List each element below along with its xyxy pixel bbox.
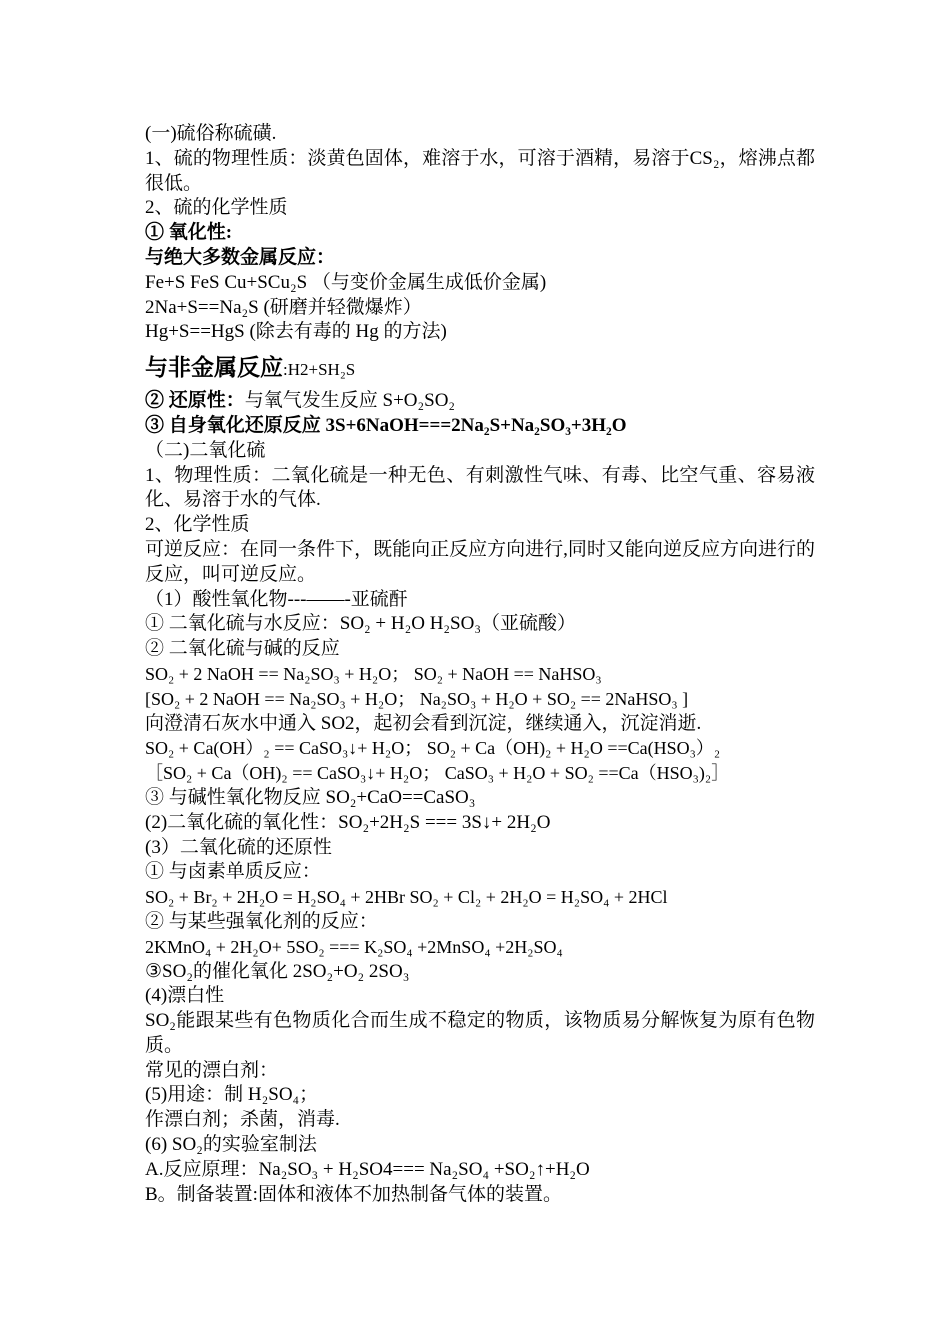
oxidizing-heading: ① 氧化性: (145, 222, 233, 244)
so2-water-reaction: ① 二氧化硫与水反应：SO₂ + H₂O H₂SO₃（亚硫酸） (145, 613, 576, 635)
fe-cu-reaction: Fe+S FeS Cu+SCu₂S （与变价金属生成低价金属) (145, 271, 547, 293)
so2-reducing-heading: (3）二氧化硫的还原性 (145, 836, 332, 858)
nonmetal-label: 与非金属反应 (145, 355, 283, 381)
reversible-reaction-definition: 可逆反应：在同一条件下，既能向正反应方向进行,同时又能向逆反应方向进行的反应，叫可逆反应。 (145, 538, 815, 585)
uses-line-2: 作漂白剂；杀菌，消毒. (145, 1109, 340, 1131)
na-reaction: 2Na+S==Na₂S (研磨并轻微爆炸） (145, 296, 422, 318)
lab-prep-heading: (6) SO₂的实验室制法 (145, 1134, 317, 1156)
lab-prep-principle: A.反应原理：Na₂SO₃ + H₂SO4=== Na₂SO₄ +SO₂↑+H₂O (145, 1158, 590, 1180)
acidic-oxide-heading: （1）酸性氧化物---——-亚硫酐 (145, 588, 408, 610)
self-redox-line: ③ 自身氧化还原反应 3S+6NaOH===2Na₂S+Na₂SO₃+3H₂O (145, 414, 627, 436)
basic-oxide-reaction: ③ 与碱性氧化物反应 SO₂+CaO==CaSO₃ (145, 786, 476, 808)
so2-base-heading: ② 二氧化硫与碱的反应 (145, 638, 340, 660)
sulfur-physical-properties: 1、硫的物理性质：淡黄色固体，难溶于水，可溶于酒精，易溶于CS₂，熔沸点都很低。 (145, 147, 815, 194)
uses-line: (5)用途：制 H₂SO₄； (145, 1084, 319, 1106)
bleaching-heading: (4)漂白性 (145, 985, 225, 1007)
nonmetal-reaction (145, 353, 815, 385)
hg-reaction: Hg+S==HgS (除去有毒的 Hg 的方法) (145, 321, 447, 343)
catalytic-oxidation: ③SO₂的催化氧化 2SO₂+O₂ 2SO₃ (145, 960, 410, 982)
so2-caoh-reaction: SO₂ + Ca(OH）₂ == CaSO₃↓+ H₂O； SO₂ + Ca（OH)₂ + H₂O ==Ca(HSO₃）₂ (145, 738, 721, 759)
heading-so2: （二)二氧化硫 (145, 439, 266, 461)
sulfur-chemical-heading: 2、硫的化学性质 (145, 197, 288, 219)
reducing-label: ② 还原性： (145, 390, 245, 412)
so2-caoh-bracket: ［SO₂ + Ca（OH)₂ == CaSO₃↓+ H₂O； CaSO₃ + H₂O + SO₂ ==Ca（HSO₃)₂］ (145, 763, 730, 784)
so2-physical-properties: 1、物理性质：二氧化硫是一种无色、有刺激性气味、有毒、比空气重、容易液化、易溶于水的气体. (145, 464, 815, 511)
lab-prep-apparatus: B。制备装置:固体和液体不加热制备气体的装置。 (145, 1183, 562, 1205)
kmno4-reaction: 2KMnO₄ + 2H₂O+ 5SO₂ === K₂SO₄ +2MnSO₄ +2H₂SO₄ (145, 936, 563, 957)
so2-naoh-reaction: SO₂ + 2 NaOH == Na₂SO₃ + H₂O； SO₂ + NaOH == NaHSO₃ (145, 663, 602, 684)
bleaching-text: SO₂能跟某些有色物质化合而生成不稳定的物质，该物质易分解恢复为原有色物质。 (145, 1010, 815, 1056)
heading-sulfur: (一)硫俗称硫磺. (145, 123, 277, 144)
nonmetal-formula: :H2+SH₂S (283, 360, 356, 380)
strong-oxidant-heading: ② 与某些强氧化剂的反应： (145, 910, 378, 932)
metal-reaction-heading: 与绝大多数金属反应： (145, 246, 336, 268)
halogen-heading: ① 与卤素单质反应： (145, 861, 321, 883)
common-bleach: 常见的漂白剂： (145, 1059, 279, 1081)
reducing-line (145, 389, 815, 414)
so2-chemical-heading: 2、化学性质 (145, 514, 250, 536)
document-body (145, 122, 815, 1207)
reducing-text: 与氧气发生反应 S+O₂SO₂ (244, 390, 456, 412)
so2-naoh-bracket: [SO₂ + 2 NaOH == Na₂SO₃ + H₂O； Na₂SO₃ + H₂O + SO₂ == 2NaHSO₃ ] (145, 688, 689, 709)
limewater-text: 向澄清石灰水中通入 SO2，起初会看到沉淀，继续通入，沉淀消逝. (145, 712, 702, 734)
halogen-reactions: SO₂ + Br₂ + 2H₂O = H₂SO₄ + 2HBr SO₂ + Cl₂ + 2H₂O = H₂SO₄ + 2HCl (145, 887, 668, 908)
so2-oxidizing: (2)二氧化硫的氧化性：SO₂+2H₂S === 3S↓+ 2H₂O (145, 811, 551, 833)
